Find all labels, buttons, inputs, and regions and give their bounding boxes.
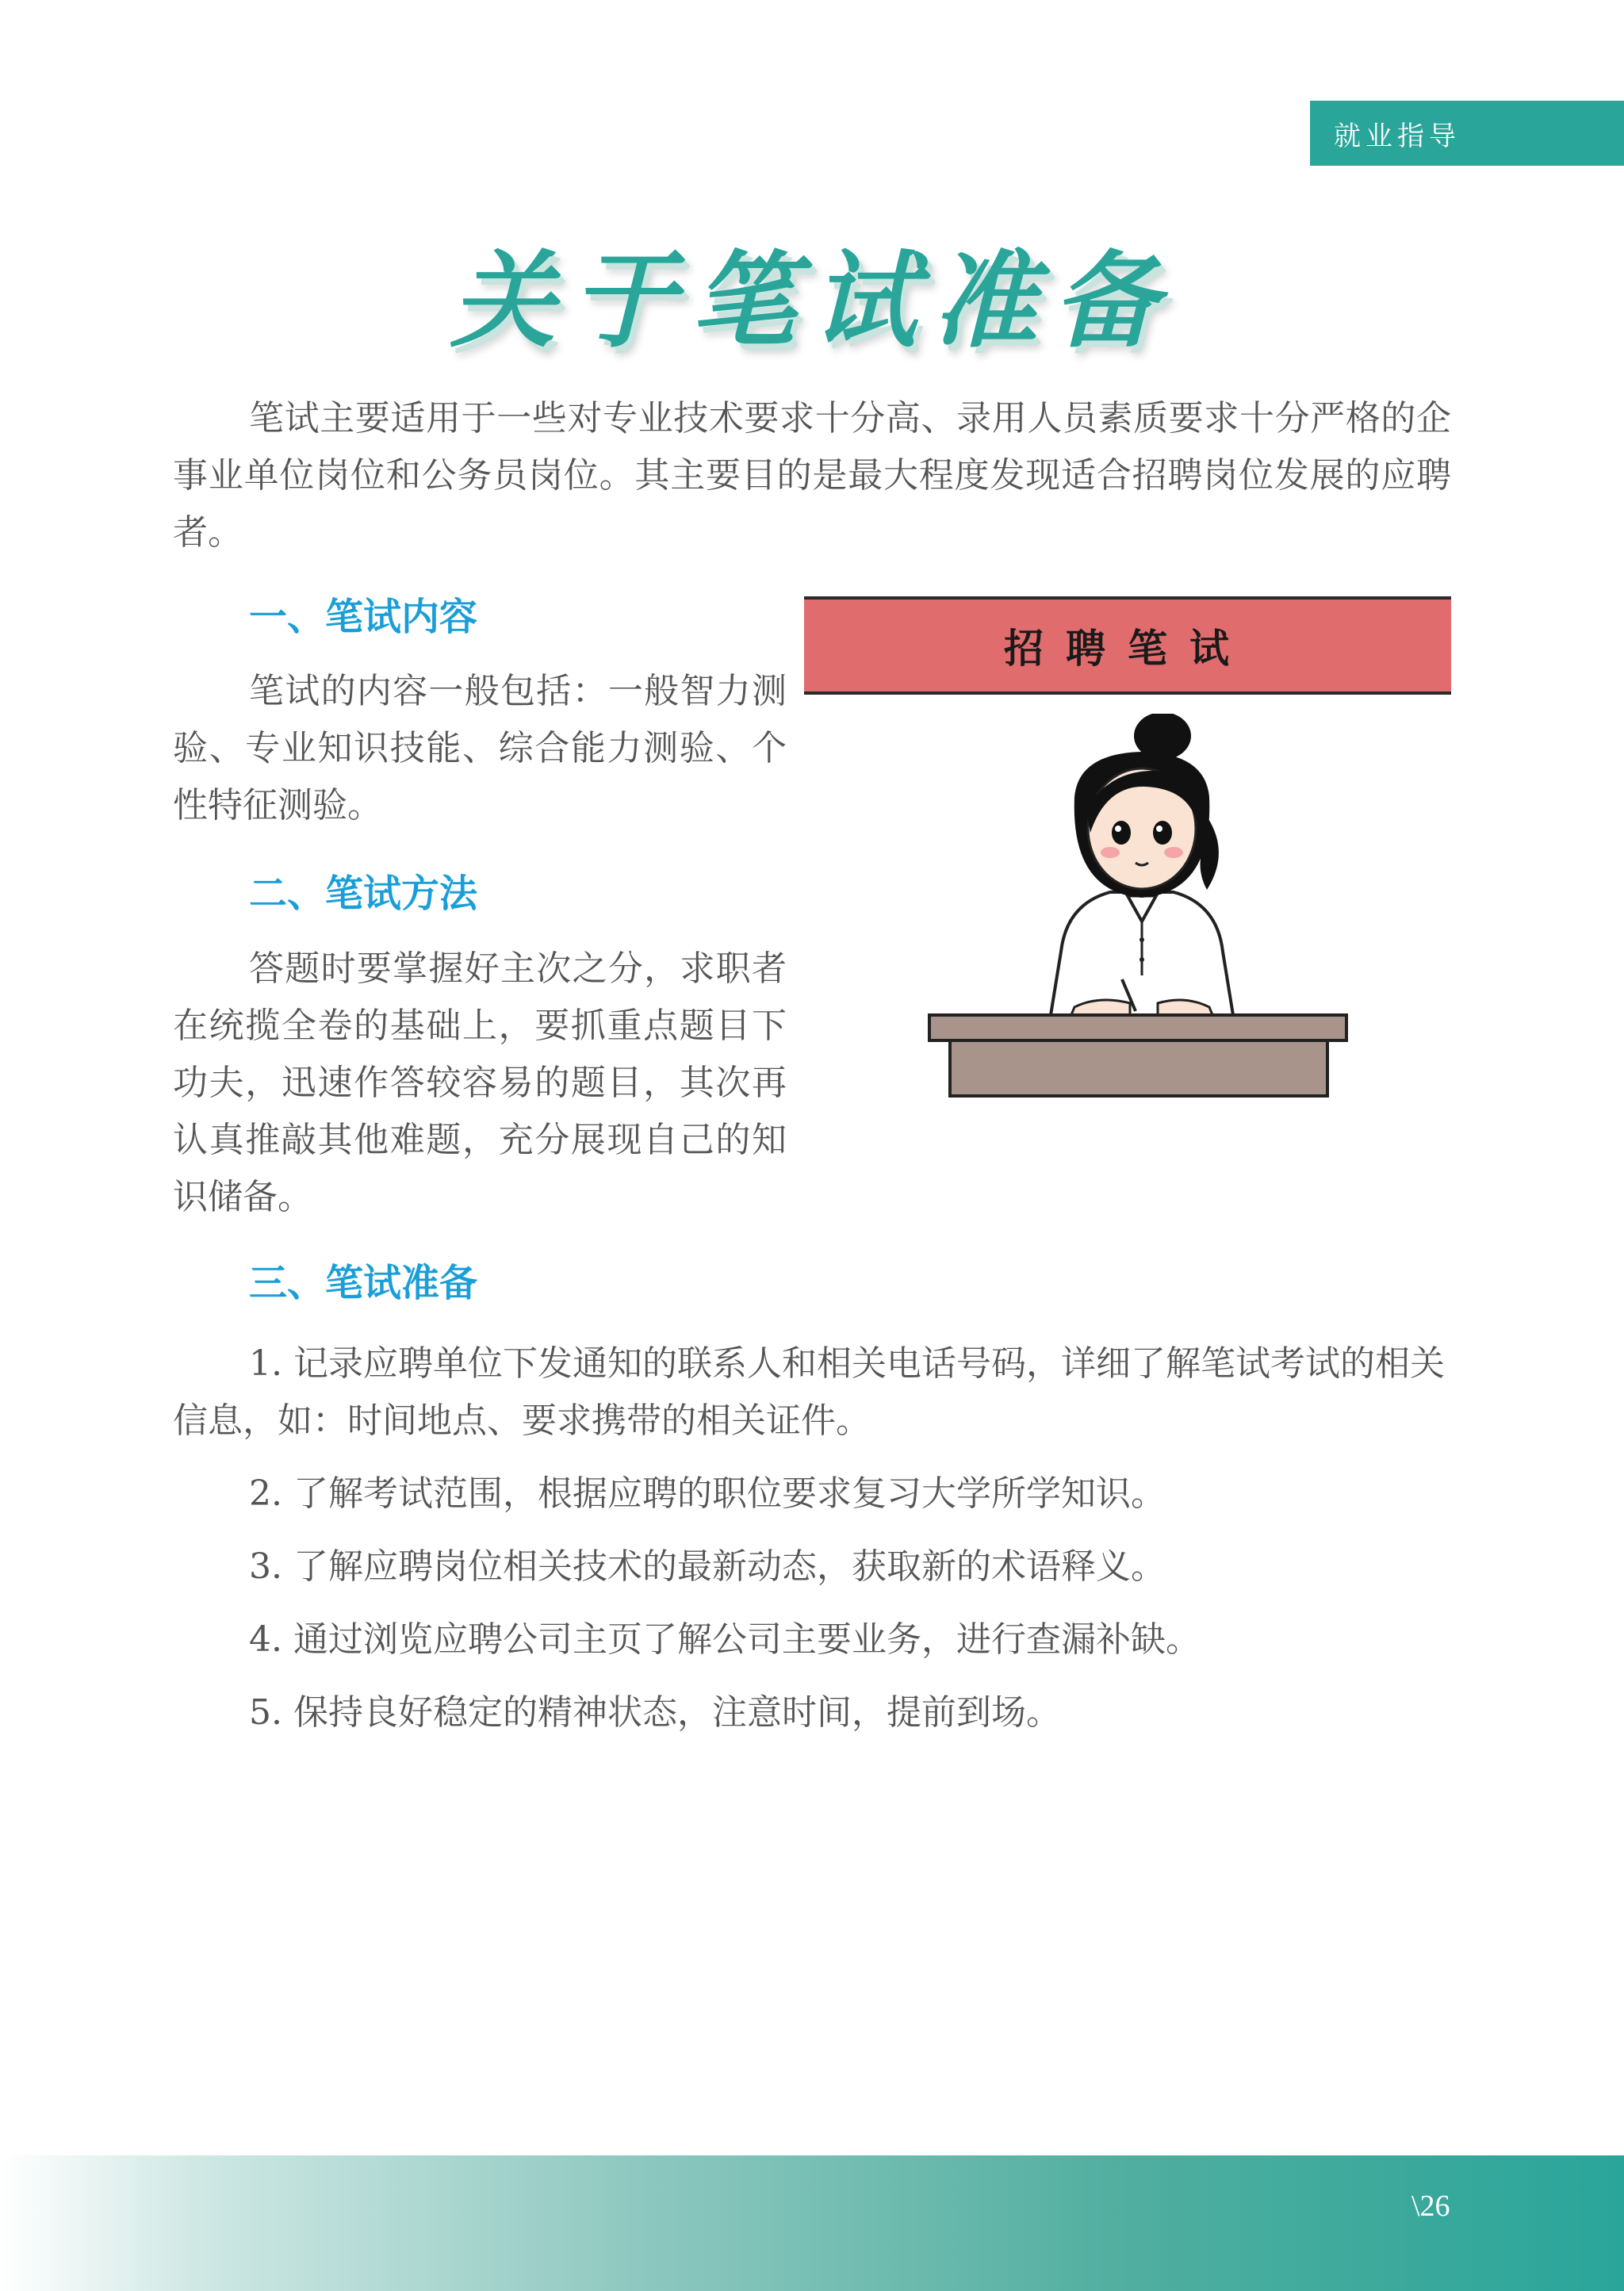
section-content-paragraph: 笔试的内容一般包括：一般智力测验、专业知识技能、综合能力测验、个性特征测验。 [173, 671, 787, 826]
woman-figure [1051, 714, 1233, 1017]
section-tab: 就业指导 [1310, 101, 1624, 166]
intro-paragraph: 笔试主要适用于一些对专业技术要求十分高、录用人员素质要求十分严格的企事业单位岗位和公务员岗位。其主要目的是最大程度发现适合招聘岗位发展的应聘者。 [173, 398, 1451, 553]
list-item: 5. 保持良好稳定的精神状态，注意时间，提前到场。 [249, 1692, 1061, 1733]
page-title: 关于笔试准备 [450, 240, 1174, 362]
section-method-paragraph: 答题时要掌握好主次之分，求职者在统揽全卷的基础上，要抓重点题目下功夫，迅速作答较容易的题目，其次再认真推敲其他难题，充分展现自己的知识储备。 [173, 948, 787, 1217]
page-number: \26 [1411, 2189, 1450, 2223]
recruitment-exam-banner: 招聘笔试 [804, 596, 1451, 695]
section-heading-method: 二、笔试方法 [249, 872, 478, 916]
footer-band [0, 2155, 1624, 2291]
list-item: 2. 了解考试范围，根据应聘的职位要求复习大学所学知识。 [249, 1473, 1166, 1514]
list-item: 4. 通过浏览应聘公司主页了解公司主要业务，进行查漏补缺。 [249, 1619, 1201, 1660]
desk [929, 1015, 1346, 1096]
woman-writing-at-desk-illustration [928, 714, 1356, 1102]
list-item: 1. 记录应聘单位下发通知的联系人和相关电话号码，详细了解笔试考试的相关信息，如：时间地点、要求携带的相关证件。 [173, 1343, 1445, 1441]
section-heading-content: 一、笔试内容 [249, 595, 478, 639]
list-item: 3. 了解应聘岗位相关技术的最新动态，获取新的术语释义。 [249, 1546, 1166, 1587]
section-heading-preparation: 三、笔试准备 [249, 1261, 478, 1305]
